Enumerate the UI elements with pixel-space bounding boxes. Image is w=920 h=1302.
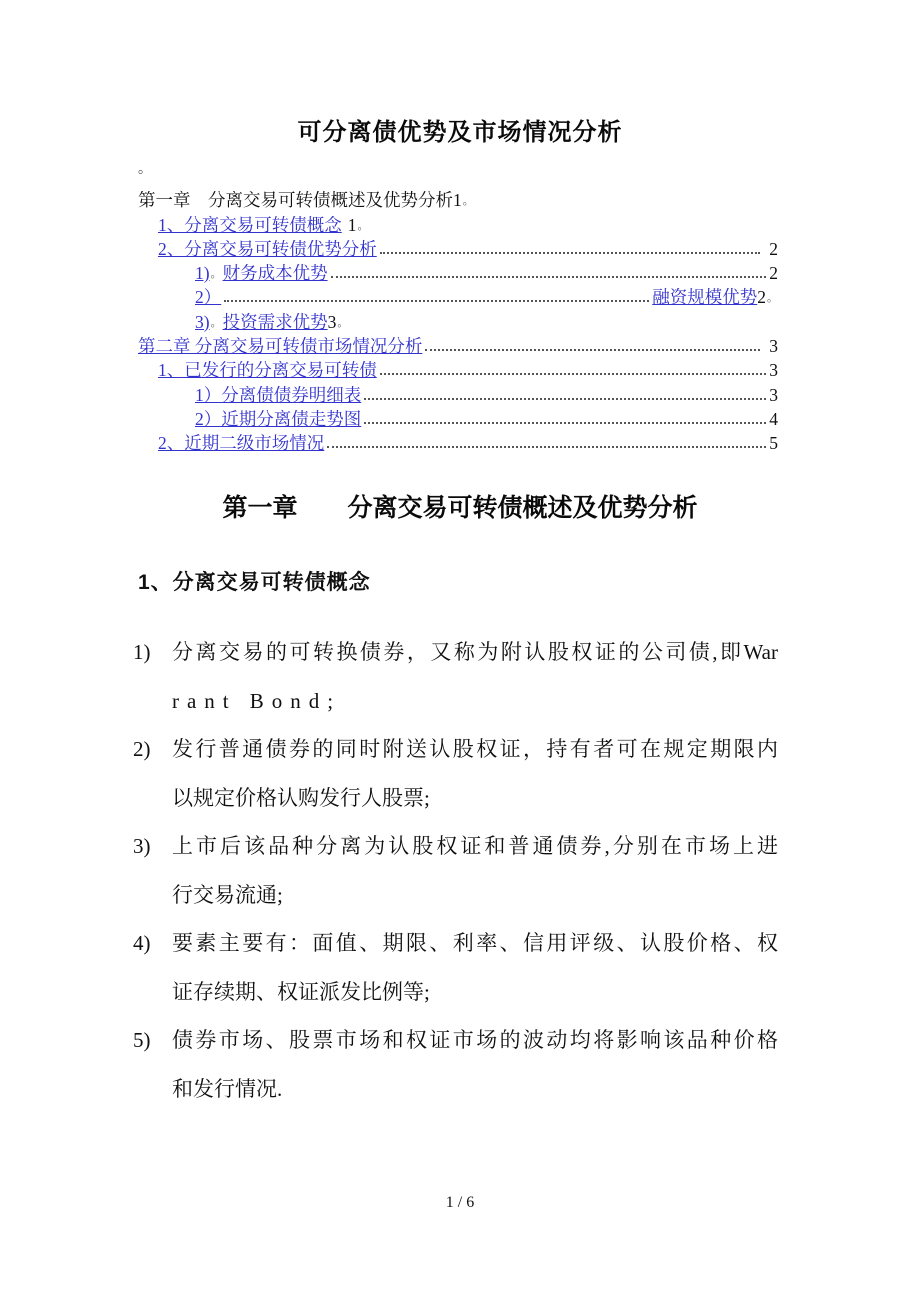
list-item-text: [172, 919, 778, 1016]
body-line: 分离交易的可转换债券，又称为附认股权证的公司债,即War: [172, 640, 778, 664]
toc-page-number: 1: [453, 190, 462, 211]
toc-page-number: 2: [757, 287, 766, 308]
paragraph-mark: 。: [138, 162, 152, 177]
dot-leader: [425, 349, 760, 351]
toc-page-number: 1: [347, 214, 357, 235]
body-line: 上市后该品种分离为认股权证和普通债券,分别在市场上进: [172, 834, 778, 858]
section-heading: 1、分离交易可转债概念: [138, 571, 371, 594]
list-item-text: [172, 628, 778, 725]
list-item: [133, 1016, 778, 1113]
toc-entry: [138, 356, 778, 380]
toc-link[interactable]: 投资需求优势: [222, 311, 328, 332]
toc-link[interactable]: 融资规模优势: [652, 287, 758, 308]
page-number-footer: 1 / 6: [445, 1194, 475, 1211]
dot-leader: [364, 422, 766, 424]
list-item-number: 2): [133, 737, 151, 761]
list-item: [133, 725, 778, 822]
list-item-text: [172, 725, 778, 822]
toc-entry: [138, 405, 778, 429]
toc-entry: [138, 380, 778, 404]
body-line: 债券市场、股票市场和权证市场的波动均将影响该品种价格: [172, 1028, 778, 1052]
list-item-text: [172, 822, 778, 919]
toc-link[interactable]: 财务成本优势: [222, 263, 328, 284]
toc-entry: [138, 235, 778, 259]
toc-page-number: 5: [769, 433, 778, 454]
toc-page-number: 2: [769, 238, 778, 259]
list-item: [133, 919, 778, 1016]
body-line: 要素主要有：面值、期限、利率、信用评级、认股价格、权: [172, 931, 778, 955]
toc-entry: [138, 259, 778, 283]
toc-link[interactable]: 3): [195, 311, 210, 332]
toc-page-number: 3: [769, 384, 778, 405]
toc-entry: [138, 283, 778, 307]
body-line: 发行普通债券的同时附送认股权证，持有者可在规定期限内: [172, 737, 778, 761]
toc-text: 第一章 分离交易可转债概述及优势分析: [138, 190, 453, 211]
toc-link[interactable]: 1): [195, 263, 210, 284]
list-item-number: 4): [133, 931, 151, 955]
list-item-number: 3): [133, 834, 151, 858]
toc-link[interactable]: 1、分离交易可转债概念: [158, 214, 342, 235]
body-line: 证存续期、权证派发比例等;: [172, 979, 430, 1004]
body-line: 行交易流通;: [172, 882, 283, 907]
toc-link[interactable]: 2、近期二级市场情况: [158, 433, 325, 454]
body-line: rant Bond;: [172, 688, 342, 713]
toc-page-number: 3: [327, 311, 337, 332]
toc-text: 。: [210, 268, 222, 281]
list-item: [133, 822, 778, 919]
toc-entry: [138, 210, 778, 234]
toc-link[interactable]: 第二章 分离交易可转债市场情况分析: [138, 336, 423, 357]
dot-leader: [331, 276, 767, 278]
toc: [138, 186, 778, 453]
toc-link[interactable]: 2）: [195, 287, 222, 308]
dot-leader: [224, 300, 649, 302]
paragraph-mark: 。: [357, 219, 369, 232]
toc-page-number: 2: [769, 263, 778, 284]
dot-leader: [380, 252, 761, 254]
dot-leader: [327, 446, 766, 448]
toc-entry: [138, 429, 778, 453]
toc-text: 。: [210, 316, 222, 329]
list-item-text: [172, 1016, 778, 1113]
paragraph-mark: 。: [767, 292, 778, 305]
toc-entry: [138, 186, 778, 210]
list-item-number: 1): [133, 640, 151, 664]
toc-link[interactable]: 2）近期分离债走势图: [195, 408, 362, 429]
toc-entry: [138, 307, 778, 331]
toc-page-number: 4: [769, 408, 778, 429]
list-item: [133, 628, 778, 725]
paragraph-mark: 。: [337, 316, 349, 329]
toc-link[interactable]: 2、分离交易可转债优势分析: [158, 238, 377, 259]
dot-leader: [380, 373, 767, 375]
toc-link[interactable]: 1）分离债债券明细表: [195, 384, 362, 405]
page-title: 可分离债优势及市场情况分析: [297, 120, 623, 146]
dot-leader: [364, 398, 766, 400]
toc-link[interactable]: 1、已发行的分离交易可转债: [158, 360, 377, 381]
chapter-heading: 第一章 分离交易可转债概述及优势分析: [222, 495, 698, 522]
toc-page-number: 3: [769, 336, 778, 357]
paragraph-mark: 。: [462, 195, 474, 208]
toc-entry: [138, 332, 778, 356]
list-item-number: 5): [133, 1028, 151, 1052]
body-line: 和发行情况.: [172, 1076, 283, 1101]
toc-page-number: 3: [769, 360, 778, 381]
body-line: 以规定价格认购发行人股票;: [172, 785, 430, 810]
body-list: [133, 628, 778, 1113]
